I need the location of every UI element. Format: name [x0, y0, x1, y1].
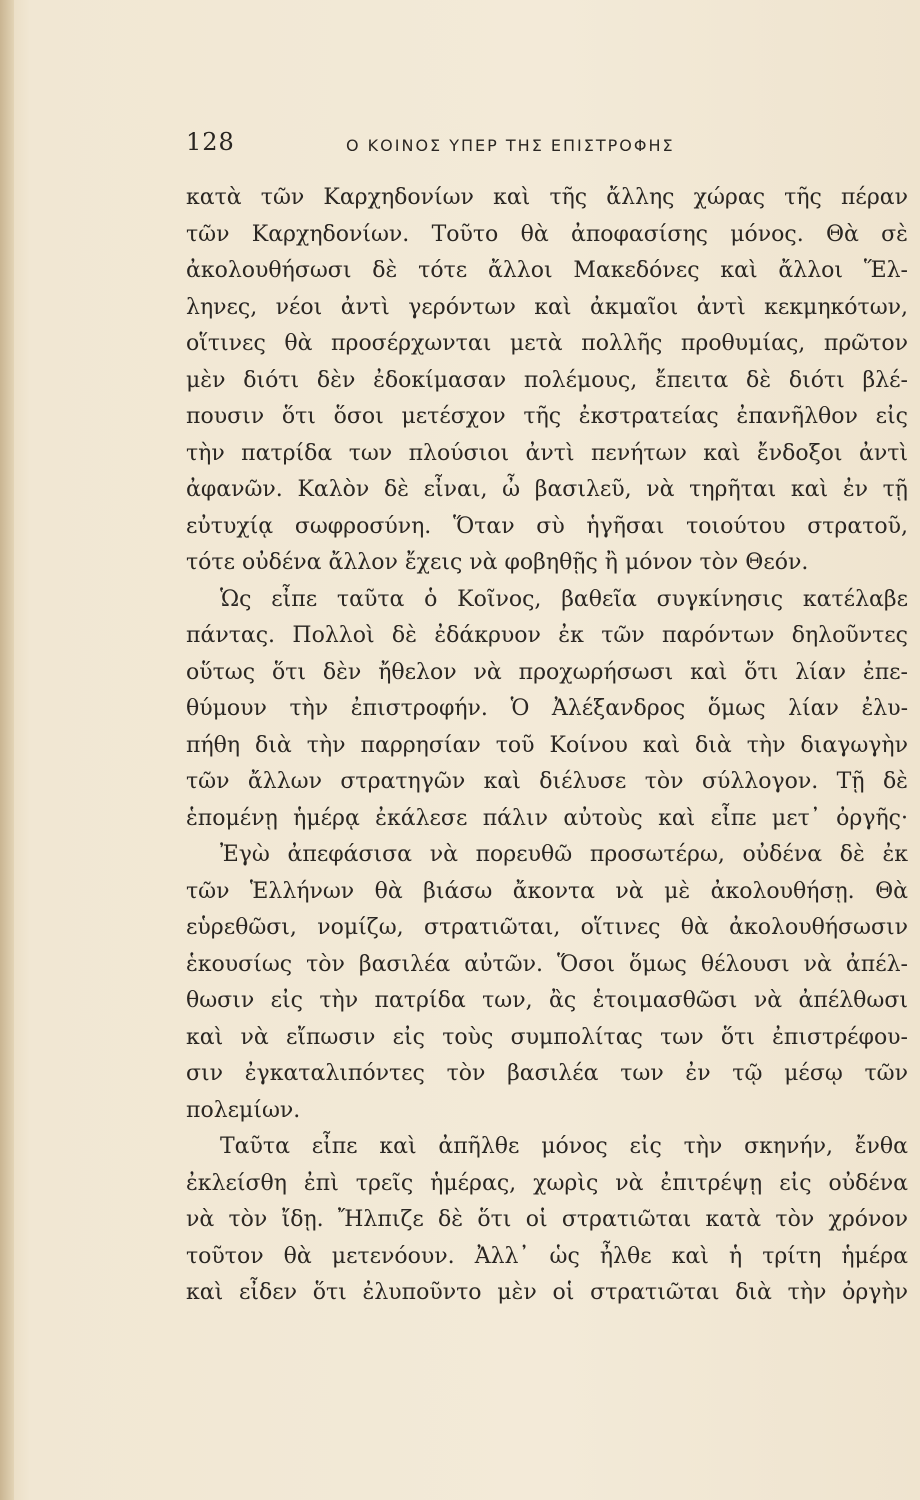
text-line: μὲν διότι δὲν ἐδοκίμασαν πολέμους, ἔπειτα δὲ διότι βλέ- — [186, 367, 908, 393]
text-line: τότε οὐδένα ἄλλον ἔχεις νὰ φοβηθῇς ἢ μόνον τὸν Θεόν. — [186, 550, 809, 575]
text-line: ἀκολουθήσωσι δὲ τότε ἄλλοι Μακεδόνες καὶ ἄλλοι Ἕλ- — [186, 258, 908, 283]
running-title: Ο ΚΟΙΝΟΣ ΥΠΕΡ ΤΗΣ ΕΠΙΣΤΡΟΦΗΣ — [346, 136, 675, 155]
text-line: πολεμίων. — [186, 1097, 301, 1123]
text-line: ἀφανῶν. Καλὸν δὲ εἶναι, ὦ βασιλεῦ, νὰ τηρῆται καὶ ἐν τῇ — [186, 477, 908, 502]
text-line: εὑρεθῶσι, νομίζω, στρατιῶται, οἵτινες θὰ ἀκολουθήσωσιν — [186, 915, 908, 940]
page-gutter — [0, 0, 14, 1500]
text-line: τῶν Καρχηδονίων. Τοῦτο θὰ ἀποφασίσης μόνος. Θὰ σὲ — [186, 221, 908, 247]
text-line: θωσιν εἰς τὴν πατρίδα των, ἂς ἑτοιμασθῶσι νὰ ἀπέλθωσι — [186, 988, 908, 1013]
text-line: οἵτινες θὰ προσέρχωνται μετὰ πολλῆς προθυμίας, πρῶτον — [186, 331, 908, 356]
text-line: σιν ἐγκαταλιπόντες τὸν βασιλέα των ἐν τῷ μέσῳ τῶν — [186, 1061, 908, 1086]
text-line: θύμουν τὴν ἐπιστροφήν. Ὁ Ἀλέξανδρος ὅμως λίαν ἐλυ- — [186, 696, 908, 721]
text-line: ἑπομένῃ ἡμέρᾳ ἐκάλεσε πάλιν αὐτοὺς καὶ εἶπε μετ᾿ ὀργῆς· — [186, 805, 908, 831]
text-line: τοῦτον θὰ μετενόουν. Ἀλλ᾿ ὡς ἦλθε καὶ ἡ τρίτη ἡμέρα — [186, 1243, 908, 1269]
page-header — [186, 128, 908, 164]
text-line: ἐκλείσθη ἐπὶ τρεῖς ἡμέρας, χωρὶς νὰ ἐπιτρέψῃ εἰς οὐδένα — [186, 1170, 908, 1196]
text-line: πάντας. Πολλοὶ δὲ ἐδάκρυον ἐκ τῶν παρόντων δηλοῦντες — [186, 623, 908, 648]
text-line: ληνες, νέοι ἀντὶ γερόντων καὶ ἀκμαῖοι ἀντὶ κεκμηκότων, — [186, 294, 908, 320]
text-line: πήθη διὰ τὴν παρρησίαν τοῦ Κοίνου καὶ διὰ τὴν διαγωγὴν — [186, 732, 908, 758]
text-line: πουσιν ὅτι ὅσοι μετέσχον τῆς ἐκστρατείας ἐπανῆλθον εἰς — [186, 404, 908, 429]
text-line: τῶν Ἑλλήνων θὰ βιάσω ἄκοντα νὰ μὲ ἀκολουθήσῃ. Θὰ — [186, 878, 908, 904]
body-text — [186, 180, 908, 1312]
text-line: Ἐγὼ ἀπεφάσισα νὰ πορευθῶ προσωτέρω, οὐδένα δὲ ἐκ — [220, 842, 908, 867]
text-line: τῶν ἄλλων στρατηγῶν καὶ διέλυσε τὸν σύλλογον. Τῇ δὲ — [186, 769, 908, 794]
text-line: κατὰ τῶν Καρχηδονίων καὶ τῆς ἄλλης χώρας τῆς πέραν — [186, 185, 908, 210]
page-number: 128 — [186, 128, 235, 156]
text-line: τὴν πατρίδα των πλούσιοι ἀντὶ πενήτων καὶ ἔνδοξοι ἀντὶ — [186, 440, 908, 466]
text-line: εὐτυχίᾳ σωφροσύνη. Ὅταν σὺ ἡγῆσαι τοιούτου στρατοῦ, — [186, 513, 908, 539]
text-line: Ταῦτα εἶπε καὶ ἀπῆλθε μόνος εἰς τὴν σκηνήν, ἔνθα — [220, 1134, 908, 1159]
text-line: ἑκουσίως τὸν βασιλέα αὐτῶν. Ὅσοι ὅμως θέλουσι νὰ ἀπέλ- — [186, 951, 908, 977]
text-line: καὶ νὰ εἴπωσιν εἰς τοὺς συμπολίτας των ὅτι ἐπιστρέφου- — [186, 1024, 908, 1050]
text-line: νὰ τὸν ἴδῃ. Ἤλπιζε δὲ ὅτι οἱ στρατιῶται κατὰ τὸν χρόνον — [186, 1207, 908, 1232]
text-line: οὕτως ὅτι δὲν ἤθελον νὰ προχωρήσωσι καὶ ὅτι λίαν ἐπε- — [186, 659, 908, 685]
text-line: καὶ εἶδεν ὅτι ἐλυποῦντο μὲν οἱ στρατιῶται διὰ τὴν ὀργὴν — [186, 1280, 908, 1305]
text-line: Ὡς εἶπε ταῦτα ὁ Κοῖνος, βαθεῖα συγκίνησις κατέλαβε — [220, 586, 908, 612]
